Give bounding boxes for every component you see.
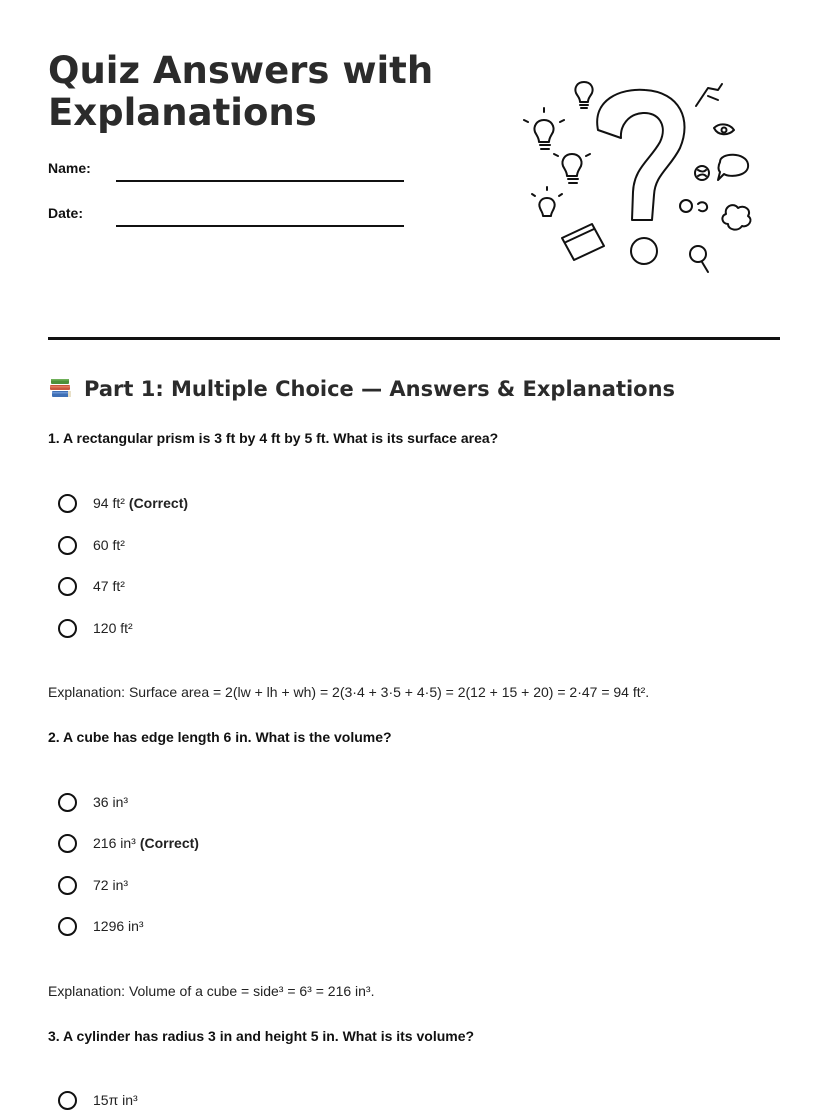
answer-option[interactable] — [58, 873, 128, 897]
speech-bubble-icon — [718, 155, 748, 180]
explanation-text: Explanation: Surface area = 2(lw + lh + wh) = 2(3·4 + 3·5 + 4·5) = 2(12 + 15 + 20) = 2·47 = 94 ft². — [48, 684, 650, 700]
magnifier-icon — [690, 246, 708, 272]
correct-tag: (Correct) — [128, 495, 189, 511]
date-label: Date: — [48, 205, 84, 221]
name-label: Name: — [48, 160, 91, 176]
page-title: Quiz Answers with Explanations — [48, 49, 434, 134]
answer-option[interactable] — [58, 491, 188, 515]
lightbulb-icon — [554, 154, 590, 183]
lightbulb-icon — [532, 187, 562, 216]
option-text: 15π in³ — [93, 1092, 138, 1108]
brain-icon — [695, 166, 709, 180]
radio-button[interactable] — [58, 536, 77, 555]
question-mark-illustration — [520, 70, 780, 280]
books-icon — [48, 376, 74, 402]
name-field[interactable] — [116, 180, 404, 182]
section-title: Part 1: Multiple Choice — Answers & Explanations — [84, 377, 676, 401]
option-text: 94 ft² — [93, 495, 125, 511]
cloud-icon — [722, 205, 750, 230]
question-prompt: 3. A cylinder has radius 3 in and height 5 in. What is its volume? — [48, 1028, 475, 1044]
eye-icon — [714, 124, 734, 134]
radio-button[interactable] — [58, 834, 77, 853]
radio-button[interactable] — [58, 1091, 77, 1110]
answer-option[interactable] — [58, 1088, 138, 1112]
answer-option[interactable] — [58, 574, 125, 598]
answer-option[interactable] — [58, 914, 144, 938]
radio-button[interactable] — [58, 619, 77, 638]
book-icon — [562, 224, 604, 260]
option-text: 216 in³ — [93, 835, 136, 851]
header-divider — [48, 337, 780, 340]
question-prompt: 2. A cube has edge length 6 in. What is the volume? — [48, 729, 392, 745]
option-text: 47 ft² — [93, 578, 125, 594]
gear-icon — [680, 200, 707, 212]
radio-button[interactable] — [58, 876, 77, 895]
lightbulb-icon — [575, 82, 592, 108]
answer-option[interactable] — [58, 616, 133, 640]
answer-option[interactable] — [58, 831, 199, 855]
option-text: 72 in³ — [93, 877, 129, 893]
question-mark-icon — [597, 90, 684, 264]
answer-option[interactable] — [58, 790, 128, 814]
radio-button[interactable] — [58, 577, 77, 596]
option-text: 120 ft² — [93, 620, 133, 636]
option-text: 36 in³ — [93, 794, 129, 810]
radio-button[interactable] — [58, 793, 77, 812]
option-text: 60 ft² — [93, 537, 125, 553]
answer-option[interactable] — [58, 533, 125, 557]
hand-icon — [696, 84, 722, 106]
radio-button[interactable] — [58, 494, 77, 513]
date-field[interactable] — [116, 225, 404, 227]
correct-tag: (Correct) — [139, 835, 199, 851]
lightbulb-icon — [524, 108, 564, 149]
explanation-text: Explanation: Volume of a cube = side³ = 6³ = 216 in³. — [48, 983, 375, 999]
question-prompt: 1. A rectangular prism is 3 ft by 4 ft by 5 ft. What is its surface area? — [48, 430, 499, 446]
option-text: 1296 in³ — [93, 918, 144, 934]
section-heading — [48, 372, 675, 406]
radio-button[interactable] — [58, 917, 77, 936]
